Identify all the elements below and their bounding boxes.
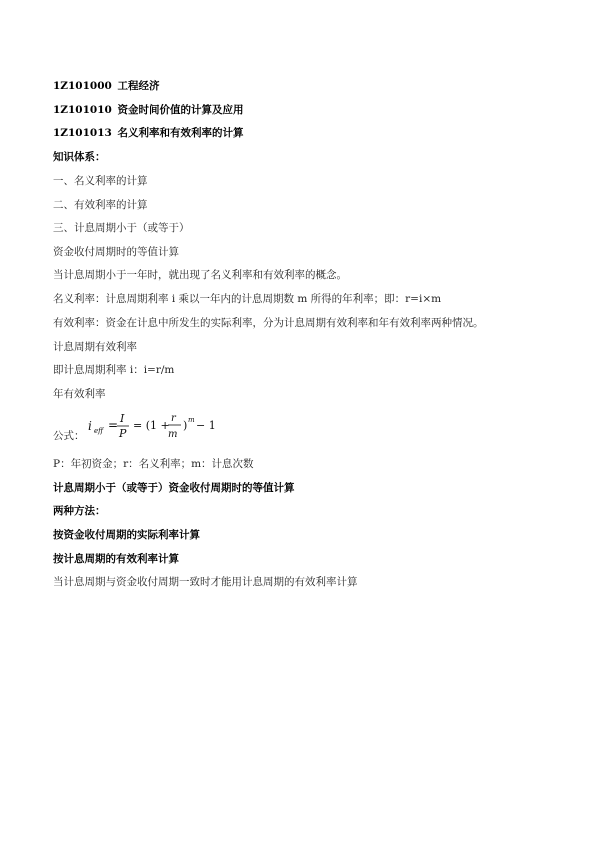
method-2: 按计息周期的有效利率计算 — [53, 553, 179, 565]
heading-code: 1Z101013 — [53, 127, 112, 139]
heading-1z101010 — [53, 103, 243, 117]
formula-equals: = — [108, 418, 119, 432]
outline-item-2: 二、有效利率的计算 — [53, 199, 148, 211]
heading-title: 名义利率和有效利率的计算 — [117, 127, 244, 139]
note-line: 当计息周期与资金收付周期一致时才能用计息周期的有效利率计算 — [53, 576, 358, 588]
annual-effective-title: 年有效利率 — [53, 388, 106, 400]
heading-1z101000 — [53, 79, 159, 93]
heading-code: 1Z101000 — [53, 80, 112, 92]
heading-code: 1Z101010 — [53, 104, 112, 116]
formula-graphic — [86, 408, 216, 444]
outline-item-1: 一、名义利率的计算 — [53, 175, 148, 187]
formula-i: i — [88, 419, 92, 433]
formula-label: 公式： — [53, 430, 85, 442]
heading-title: 资金时间价值的计算及应用 — [117, 104, 244, 116]
outline-item-3: 三、计息周期小于（或等于） — [53, 222, 190, 234]
concept-line: 当计息周期小于一年时，就出现了名义利率和有效利率的概念。 — [53, 269, 347, 281]
outline-item-3-continued: 资金收付周期时的等值计算 — [53, 246, 179, 258]
formula-close-paren: ) — [183, 419, 188, 432]
knowledge-system-label: 知识体系： — [53, 151, 106, 163]
heading-title: 工程经济 — [117, 80, 160, 92]
formula-numerator-r: r — [171, 413, 176, 424]
variables-line: P：年初资金；r：名义利率；m：计息次数 — [53, 458, 254, 470]
formula-denominator-p: P — [119, 427, 127, 440]
formula-numerator-i: I — [120, 412, 125, 425]
method-1: 按资金收付周期的实际利率计算 — [53, 529, 200, 541]
equivalent-calc-title: 计息周期小于（或等于）资金收付周期时的等值计算 — [53, 482, 295, 494]
period-rate-line: 即计息周期利率 i：i=r/m — [53, 364, 175, 376]
effective-rate-formula — [86, 408, 216, 444]
nominal-rate-line: 名义利率：计息周期利率 i 乘以一年内的计息周期数 m 所得的年利率；即：r=i×m — [53, 293, 442, 305]
formula-equals-paren: = (1 + — [133, 419, 170, 432]
period-effective-title: 计息周期有效利率 — [53, 341, 137, 353]
two-methods-label: 两种方法： — [53, 505, 106, 517]
formula-minus-one: − 1 — [196, 419, 216, 432]
heading-1z101013 — [53, 126, 243, 140]
formula-exponent: m — [188, 416, 195, 424]
effective-rate-line: 有效利率：资金在计息中所发生的实际利率，分为计息周期有效利率和年有效利率两种情况。 — [53, 317, 484, 329]
formula-denominator-m: m — [168, 429, 178, 440]
formula-eff: eff — [94, 427, 104, 435]
